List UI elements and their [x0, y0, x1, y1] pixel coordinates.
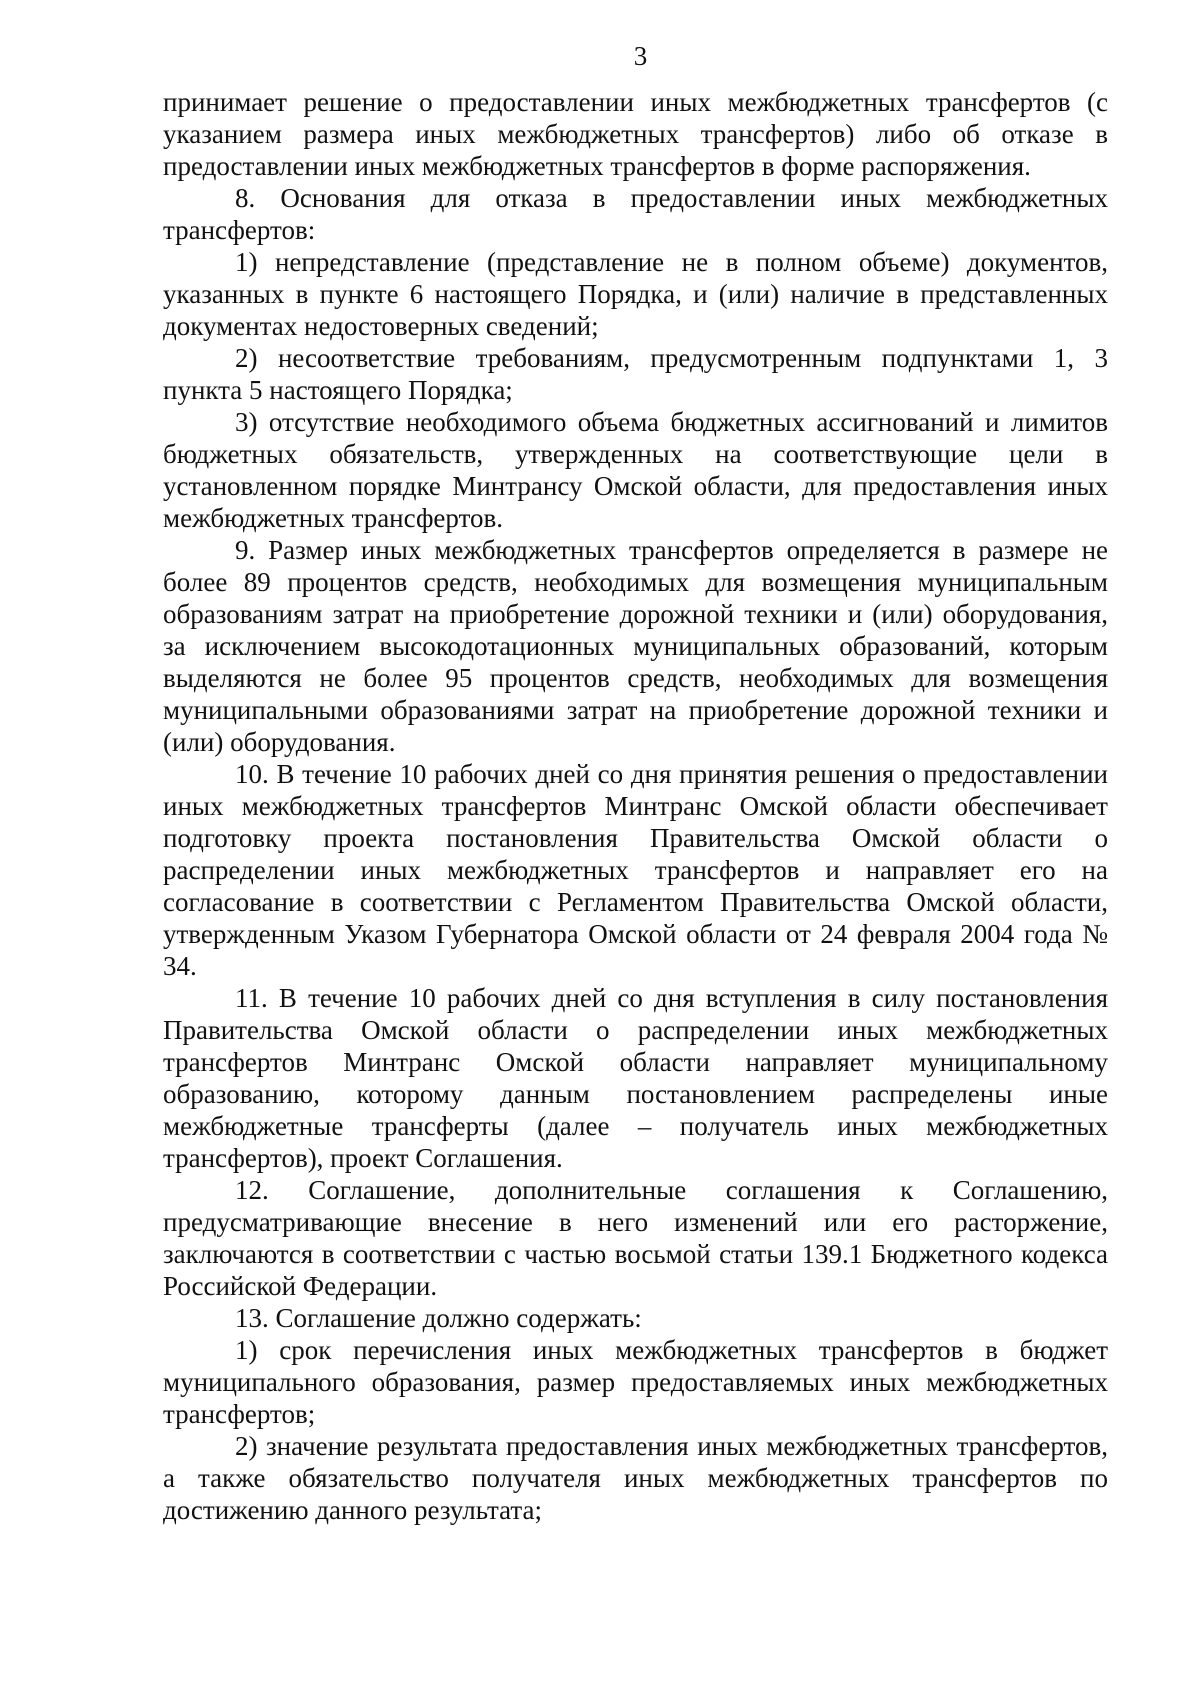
- paragraph-item-13-1: 1) срок перечисления иных межбюджетных трансфертов в бюджет муниципального образования, размер предоставляемых иных межбюджетных трансфертов;: [163, 1335, 1108, 1429]
- paragraph-item-13-2: 2) значение результата предоставления иных межбюджетных трансфертов, а также обязательство получателя иных межбюджетных трансфертов по достижению данного результата;: [163, 1431, 1108, 1525]
- paragraph-item-8: 8. Основания для отказа в предоставлении иных межбюджетных трансфертов:: [163, 183, 1108, 245]
- paragraph-item-9: 9. Размер иных межбюджетных трансфертов определяется в размере не более 89 процентов средств, необходимых для возмещения муниципальным образованиям затрат на приобретение дорожной техники и (или) оборудования, за исключением высокодотационных муниципальных образований, которым выделяются не более 95 процентов средств, необходимых для возмещения муниципальными образованиями затрат на приобретение дорожной техники и (или) оборудования.: [163, 535, 1108, 757]
- paragraph-item-8-1: 1) непредставление (представление не в полном объеме) документов, указанных в пункте 6 настоящего Порядка, и (или) наличие в представленных документах недостоверных сведений;: [163, 247, 1108, 341]
- paragraph-item-8-2: 2) несоответствие требованиям, предусмотренным подпунктами 1, 3 пункта 5 настоящего Порядка;: [163, 343, 1108, 405]
- paragraph-item-12: 12. Соглашение, дополнительные соглашения к Соглашению, предусматривающие внесение в него изменений или его расторжение, заключаются в соответствии с частью восьмой статьи 139.1 Бюджетного кодекса Российской Федерации.: [163, 1175, 1108, 1301]
- paragraph-item-11: 11. В течение 10 рабочих дней со дня вступления в силу постановления Правительства Омской области о распределении иных межбюджетных трансфертов Минтранс Омской области направляет муниципальному образованию, которому данным постановлением распределены иные межбюджетные трансферты (далее – получатель иных межбюджетных трансфертов), проект Соглашения.: [163, 983, 1108, 1173]
- paragraph-continuation: принимает решение о предоставлении иных межбюджетных трансфертов (с указанием размера иных межбюджетных трансфертов) либо об отказе в предоставлении иных межбюджетных трансфертов в форме распоряжения.: [163, 87, 1108, 181]
- paragraph-item-10: 10. В течение 10 рабочих дней со дня принятия решения о предоставлении иных межбюджетных трансфертов Минтранс Омской области обеспечивает подготовку проекта постановления Правительства Омской области о распределении иных межбюджетных трансфертов и направляет его на согласование в соответствии с Регламентом Правительства Омской области, утвержденным Указом Губернатора Омской области от 24 февраля 2004 года № 34.: [163, 759, 1108, 981]
- paragraph-item-13: 13. Соглашение должно содержать:: [235, 1303, 642, 1333]
- document-page: [163, 40, 1108, 1526]
- paragraph-item-8-3: 3) отсутствие необходимого объема бюджетных ассигнований и лимитов бюджетных обязательств, утвержденных на соответствующие цели в установленном порядке Минтрансу Омской области, для предоставления иных межбюджетных трансфертов.: [163, 407, 1108, 533]
- page-number: 3: [633, 41, 648, 71]
